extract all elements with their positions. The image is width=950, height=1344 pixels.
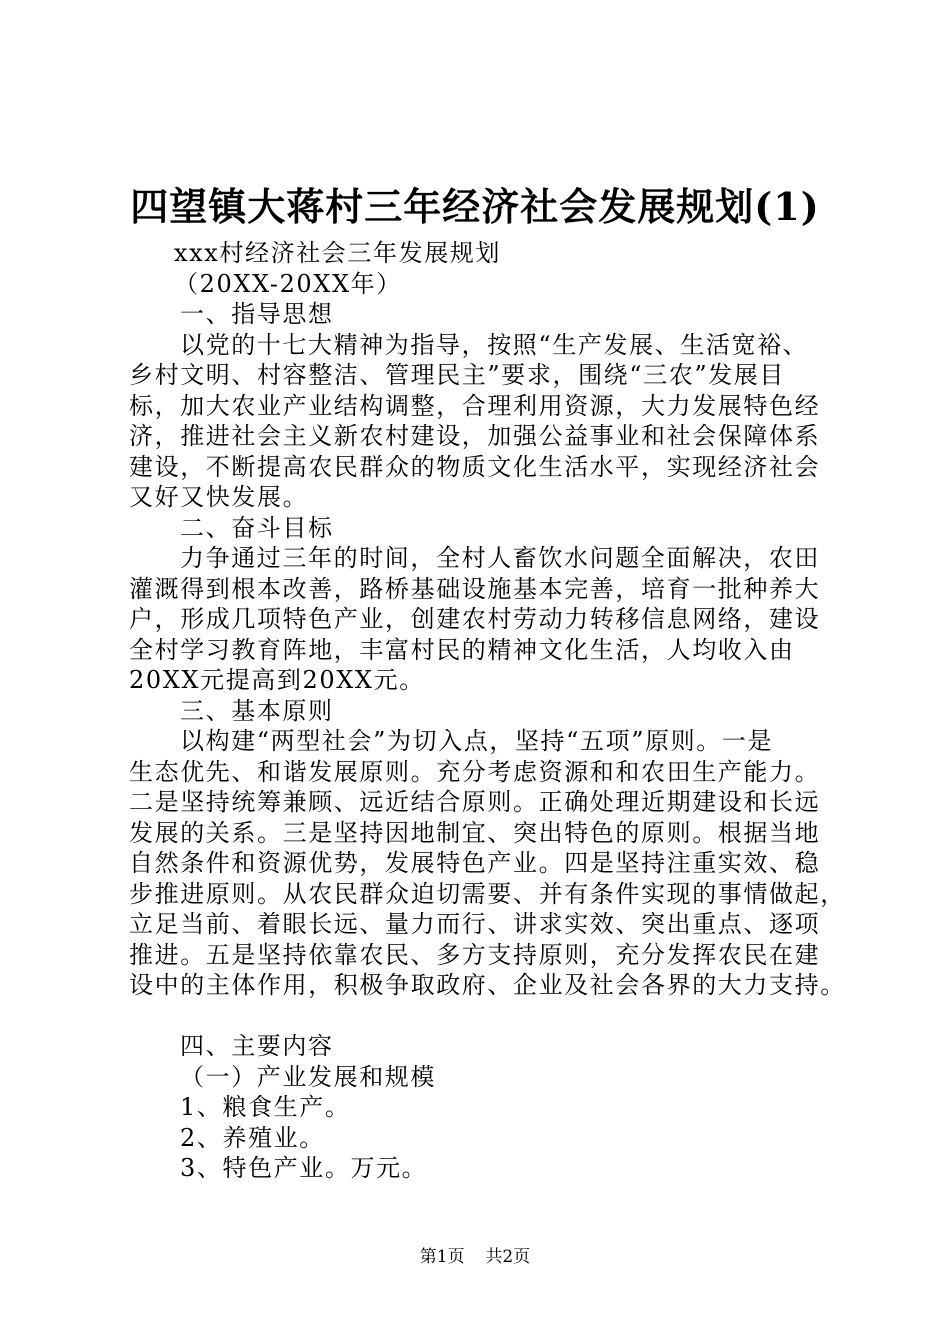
paragraph-line: 全村学习教育阵地，丰富村民的精神文化生活，人均收入由 [129, 635, 795, 664]
paragraph-line: 以构建“两型社会”为切入点，坚持“五项”原则。一是 [180, 727, 774, 755]
section-heading-2: 二、奋斗目标 [180, 513, 334, 542]
paragraph-line: 20XX元提高到20XX元。 [129, 666, 425, 694]
paragraph-line: 自然条件和资源优势，发展特色产业。四是坚持注重实效、稳 [129, 849, 821, 877]
paragraph-line: 户，形成几项特色产业，创建农村劳动力转移信息网络，建设 [129, 605, 821, 633]
blank-line [129, 1001, 854, 1032]
paragraph-line: 灌溉得到根本改善，路桥基础设施基本完善，培育一批种养大 [129, 574, 821, 603]
list-item: 3、特色产业。万元。 [180, 1154, 428, 1182]
section-heading-4: 四、主要内容 [180, 1032, 334, 1060]
paragraph-line: 立足当前、着眼长远、量力而行、讲求实效、突出重点、逐项 [129, 910, 821, 938]
page-footer [0, 1245, 950, 1269]
paragraph-line: 步推进原则。从农民群众迫切需要、并有条件实现的事情做起， [129, 879, 846, 908]
subtitle: xxx村经济社会三年发展规划 [174, 239, 502, 267]
paragraph-line: 以党的十七大精神为指导，按照“生产发展、生活宽裕、 [180, 330, 809, 359]
period: （20XX-20XX年） [174, 269, 402, 298]
paragraph-line: 生态优先、和谐发展原则。充分考虑资源和和农田生产能力。 [129, 757, 821, 786]
document-body [129, 238, 854, 1184]
paragraph-line: 设中的主体作用，积极争取政府、企业及社会各界的大力支持。 [129, 971, 846, 999]
list-item: 2、养殖业。 [180, 1123, 325, 1152]
paragraph-line: 建设，不断提高农民群众的物质文化生活水平，实现经济社会 [129, 452, 821, 481]
paragraph-line: 又好又快发展。 [129, 483, 309, 511]
paragraph-line: 发展的关系。三是坚持因地制宜、突出特色的原则。根据当地 [129, 818, 821, 847]
list-item: 1、粮食生产。 [180, 1093, 351, 1121]
subsection-heading: （一）产业发展和规模 [180, 1062, 436, 1091]
paragraph-line: 二是坚持统筹兼顾、远近结合原则。正确处理近期建设和长远 [129, 788, 821, 816]
page-total: 共2页 [485, 1247, 531, 1267]
page-number: 第1页 [419, 1247, 465, 1267]
paragraph-line: 标，加大农业产业结构调整，合理利用资源，大力发展特色经 [129, 391, 821, 420]
paragraph-line: 济，推进社会主义新农村建设，加强公益事业和社会保障体系 [129, 422, 821, 450]
paragraph-line: 推进。五是坚持依靠农民、多方支持原则，充分发挥农民在建 [129, 940, 821, 969]
paragraph-line: 乡村文明、村容整洁、管理民主”要求，围绕“三农”发展目 [129, 361, 786, 389]
paragraph-line: 力争通过三年的时间，全村人畜饮水问题全面解决，农田 [180, 544, 820, 572]
section-heading-1: 一、指导思想 [180, 300, 334, 328]
section-heading-3: 三、基本原则 [180, 696, 334, 725]
document-title: 四望镇大蒋村三年经济社会发展规划(1) [130, 184, 820, 229]
